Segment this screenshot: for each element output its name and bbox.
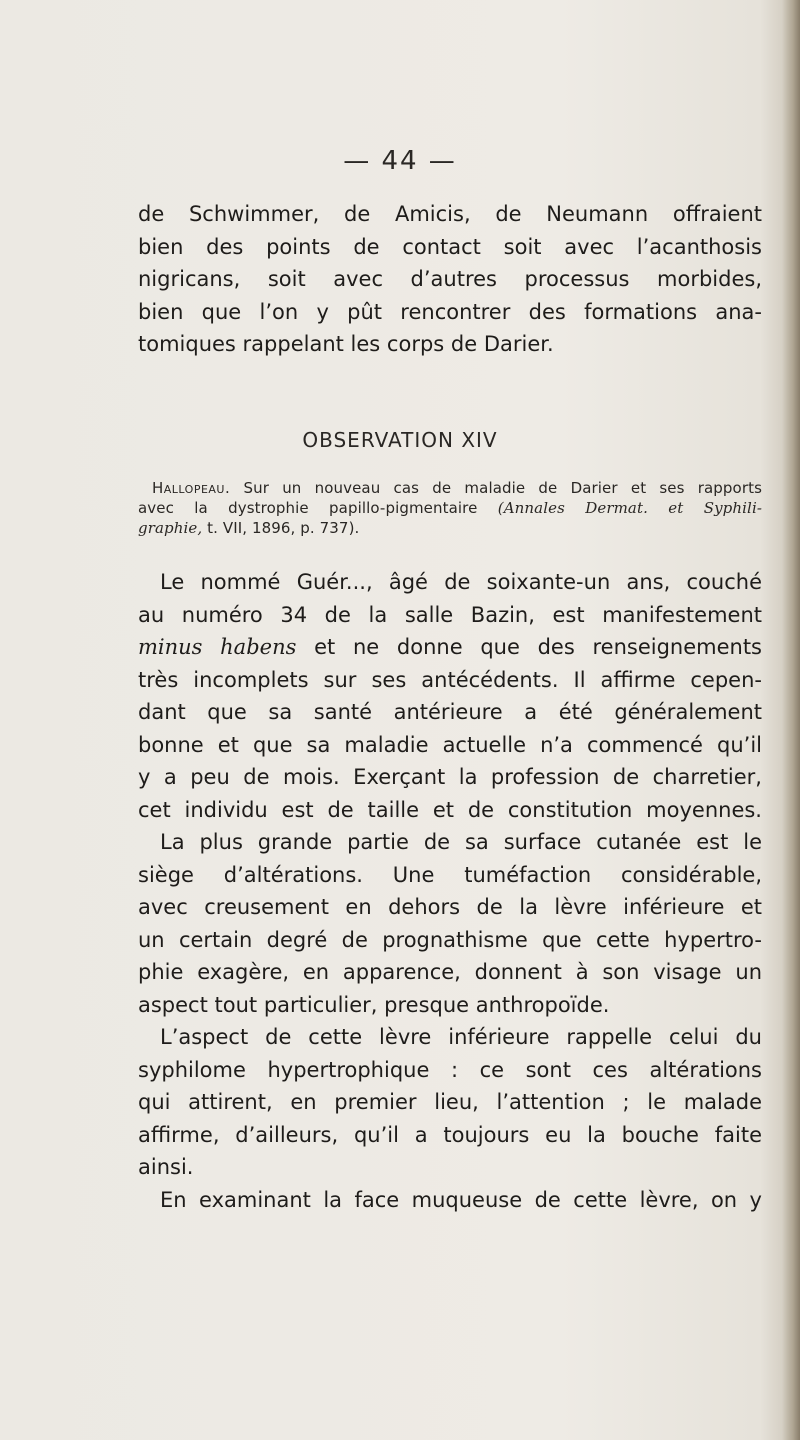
bibliographic-reference xyxy=(138,478,762,538)
reference-title-cont: avec la dystrophie papillo-pigmentaire xyxy=(138,499,478,517)
reference-author: Hallopeau. xyxy=(152,479,231,497)
reference-journal: (Annales Dermat. et Syphili- xyxy=(497,499,763,517)
text-line: tomiques rappelant les corps de Darier. xyxy=(138,332,554,356)
observation-heading: OBSERVATION XIV xyxy=(302,428,498,452)
text-line: dant que sa santé antérieure a été généralement xyxy=(138,700,762,724)
text-line: y a peu de mois. Exerçant la profession de charretier, xyxy=(138,765,762,789)
text-line: phie exagère, en apparence, donnent à son visage un xyxy=(138,960,762,984)
page-edge-shadow xyxy=(782,0,800,1440)
latin-phrase: minus habens xyxy=(138,635,297,659)
text-line: La plus grande partie de sa surface cutanée est le xyxy=(160,830,762,854)
text-line: bien que l’on y pût rencontrer des formations ana- xyxy=(138,299,762,324)
text-line: En examinant la face muqueuse de cette lèvre, on y xyxy=(160,1187,762,1212)
text-line: siège d’altérations. Une tuméfaction considérable, xyxy=(138,862,762,887)
text-line: L’aspect de cette lèvre inférieure rappelle celui du xyxy=(160,1025,762,1049)
text-line xyxy=(138,631,762,664)
text-line: au numéro 34 de la salle Bazin, est manifestement xyxy=(138,602,762,627)
page-number: — 44 — xyxy=(343,146,457,176)
text-line: nigricans, soit avec d’autres processus morbides, xyxy=(138,267,762,291)
reference-volume: t. VII, 1896, p. 737). xyxy=(207,519,360,537)
text-line: très incomplets sur ses antécédents. Il affirme cepen- xyxy=(138,667,762,692)
text-line: Le nommé Guér..., âgé de soixante-un ans, couché xyxy=(160,570,762,594)
text-line: aspect tout particulier, presque anthropoïde. xyxy=(138,992,610,1017)
text-line: syphilome hypertrophique : ce sont ces altérations xyxy=(138,1057,762,1082)
text-line: qui attirent, en premier lieu, l’attention ; le malade xyxy=(138,1090,762,1114)
text-line: affirme, d’ailleurs, qu’il a toujours eu la bouche faite xyxy=(138,1122,762,1147)
reference-line xyxy=(138,498,762,518)
text-line: avec creusement en dehors de la lèvre inférieure et xyxy=(138,895,762,919)
text-line: bien des points de contact soit avec l’acanthosis xyxy=(138,234,762,259)
reference-line xyxy=(138,518,762,538)
text-line: cet individu est de taille et de constitution moyennes. xyxy=(138,797,762,822)
reference-journal-cont: graphie, xyxy=(138,519,203,537)
reference-line xyxy=(138,478,762,498)
observation-body xyxy=(138,566,762,1216)
intro-paragraph xyxy=(138,198,762,361)
text-line: bonne et que sa maladie actuelle n’a commencé qu’il xyxy=(138,732,762,757)
text-line: un certain degré de prognathisme que cette hypertro- xyxy=(138,927,762,952)
text-fragment: et ne donne que des renseignements xyxy=(314,635,762,659)
text-line: de Schwimmer, de Amicis, de Neumann offraient xyxy=(138,202,762,226)
reference-title: Sur un nouveau cas de maladie de Darier et ses rapports xyxy=(243,479,762,497)
text-line: ainsi. xyxy=(138,1155,194,1179)
